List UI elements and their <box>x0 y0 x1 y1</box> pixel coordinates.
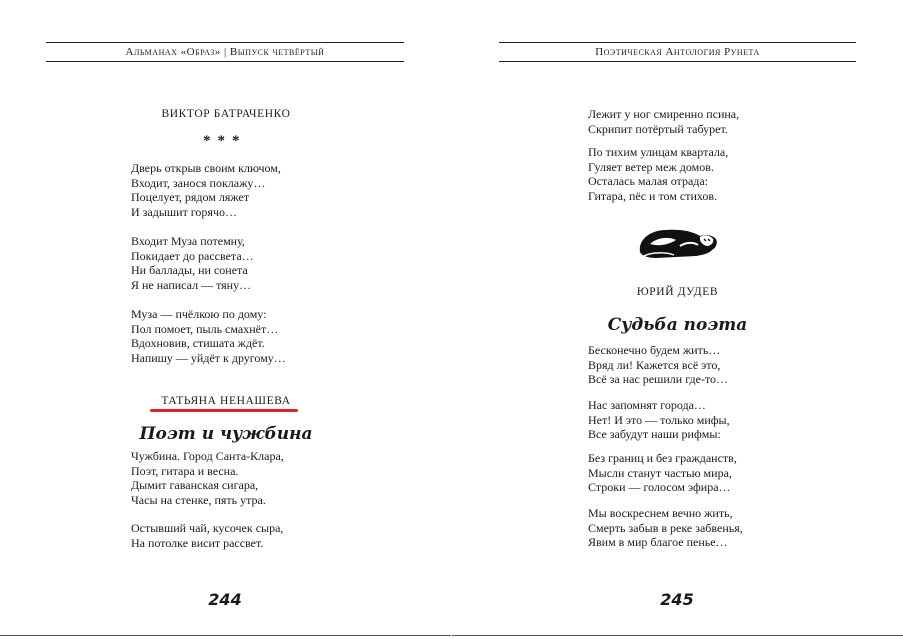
ornament-asterisks: *** <box>203 133 247 149</box>
poem-title: Судьба поэта <box>607 315 748 335</box>
left-running-header <box>46 42 404 62</box>
verse-line: Нет! И это — только мифы, <box>588 412 730 427</box>
poem-stanza <box>588 145 728 203</box>
poem-stanza <box>131 234 254 292</box>
verse-line: Поцелует, рядом ляжет <box>131 190 250 205</box>
verse-line: Гитара, пёс и том стихов. <box>588 188 718 203</box>
verse-line: Осталась малая отрада: <box>588 174 709 189</box>
verse-line: Мысли станут частью мира, <box>588 465 732 480</box>
verse-line: Гуляет ветер меж домов. <box>588 159 714 174</box>
verse-line: Ни баллады, ни сонета <box>131 263 248 278</box>
verse-line: Напишу — уйдёт к другому… <box>131 350 286 365</box>
verse-line: Остывший чай, кусочек сыра, <box>131 521 284 535</box>
verse-line: Я не написал — тяну… <box>131 277 252 292</box>
poem-stanza <box>588 506 743 550</box>
page-edge-rule <box>452 635 903 636</box>
running-head: Альманах «Образ» | Выпуск четвёртый <box>125 46 325 58</box>
verse-line: По тихим улицам квартала, <box>588 145 729 159</box>
poem-stanza <box>131 521 283 550</box>
verse-line: Бесконечно будем жить… <box>588 343 721 357</box>
author-name: ВИКТОР БАТРАЧЕНКО <box>161 108 291 120</box>
verse-line: Входит, занося поклажу… <box>131 175 266 190</box>
verse-line: На потолке висит рассвет. <box>131 535 264 550</box>
poem-stanza <box>131 307 286 365</box>
verse-line: Дверь открыв своим ключом, <box>131 161 281 175</box>
poem-stanza <box>588 107 739 136</box>
verse-line: Дымит гаванская сигара, <box>131 478 259 493</box>
poem-stanza <box>588 398 730 442</box>
verse-line: Скрипит потёртый табурет. <box>588 121 728 136</box>
verse-line: Пол помоет, пыль смахнёт… <box>131 321 279 336</box>
sleeping-dog-illustration <box>636 222 720 262</box>
running-head: Поэтическая Антология Рунета <box>595 46 760 58</box>
verse-line: Муза — пчёлкою по дому: <box>131 307 267 321</box>
verse-line: Поэт, гитара и весна. <box>131 463 239 478</box>
verse-line: Явим в мир благое пенье… <box>588 535 728 550</box>
verse-line: Чужбина. Город Санта-Клара, <box>131 449 284 463</box>
page-number: 244 <box>208 590 242 609</box>
verse-line: Без границ и без гражданств, <box>588 451 737 465</box>
header-rule <box>499 42 856 43</box>
verse-line: Лежит у ног смиренно псина, <box>588 107 740 121</box>
verse-line: Часы на стенке, пять утра. <box>131 492 266 507</box>
verse-line: Входит Муза потемну, <box>131 234 245 248</box>
verse-line: И задышит горячо… <box>131 204 237 219</box>
highlight-underline <box>150 409 298 412</box>
right-page <box>452 0 903 639</box>
header-rule <box>46 61 404 62</box>
verse-line: Вряд ли! Кажется всё это, <box>588 357 721 372</box>
right-running-header <box>499 42 856 62</box>
verse-line: Все забудут наши рифмы: <box>588 427 721 442</box>
page-edge-rule <box>0 635 451 636</box>
verse-line: Всё за нас решили где-то… <box>588 372 729 387</box>
author-name: ТАТЬЯНА НЕНАШЕВА <box>161 395 291 407</box>
verse-line: Строки — голосом эфира… <box>588 480 731 495</box>
poem-stanza <box>588 343 728 387</box>
page-number: 245 <box>660 590 694 609</box>
header-rule <box>46 42 404 43</box>
verse-line: Вдохновив, стишата ждёт. <box>131 336 265 351</box>
header-rule <box>499 61 856 62</box>
verse-line: Нас запомнят города… <box>588 398 706 412</box>
poem-stanza <box>131 449 284 507</box>
verse-line: Мы воскреснем вечно жить, <box>588 506 733 520</box>
left-page <box>0 0 451 639</box>
poem-stanza <box>588 451 737 495</box>
poem-title: Поэт и чужбина <box>139 424 313 444</box>
poem-stanza <box>131 161 281 219</box>
author-name: ЮРИЙ ДУДЕВ <box>636 286 719 298</box>
verse-line: Смерть забыв в реке забвенья, <box>588 520 743 535</box>
verse-line: Покидает до рассвета… <box>131 248 254 263</box>
